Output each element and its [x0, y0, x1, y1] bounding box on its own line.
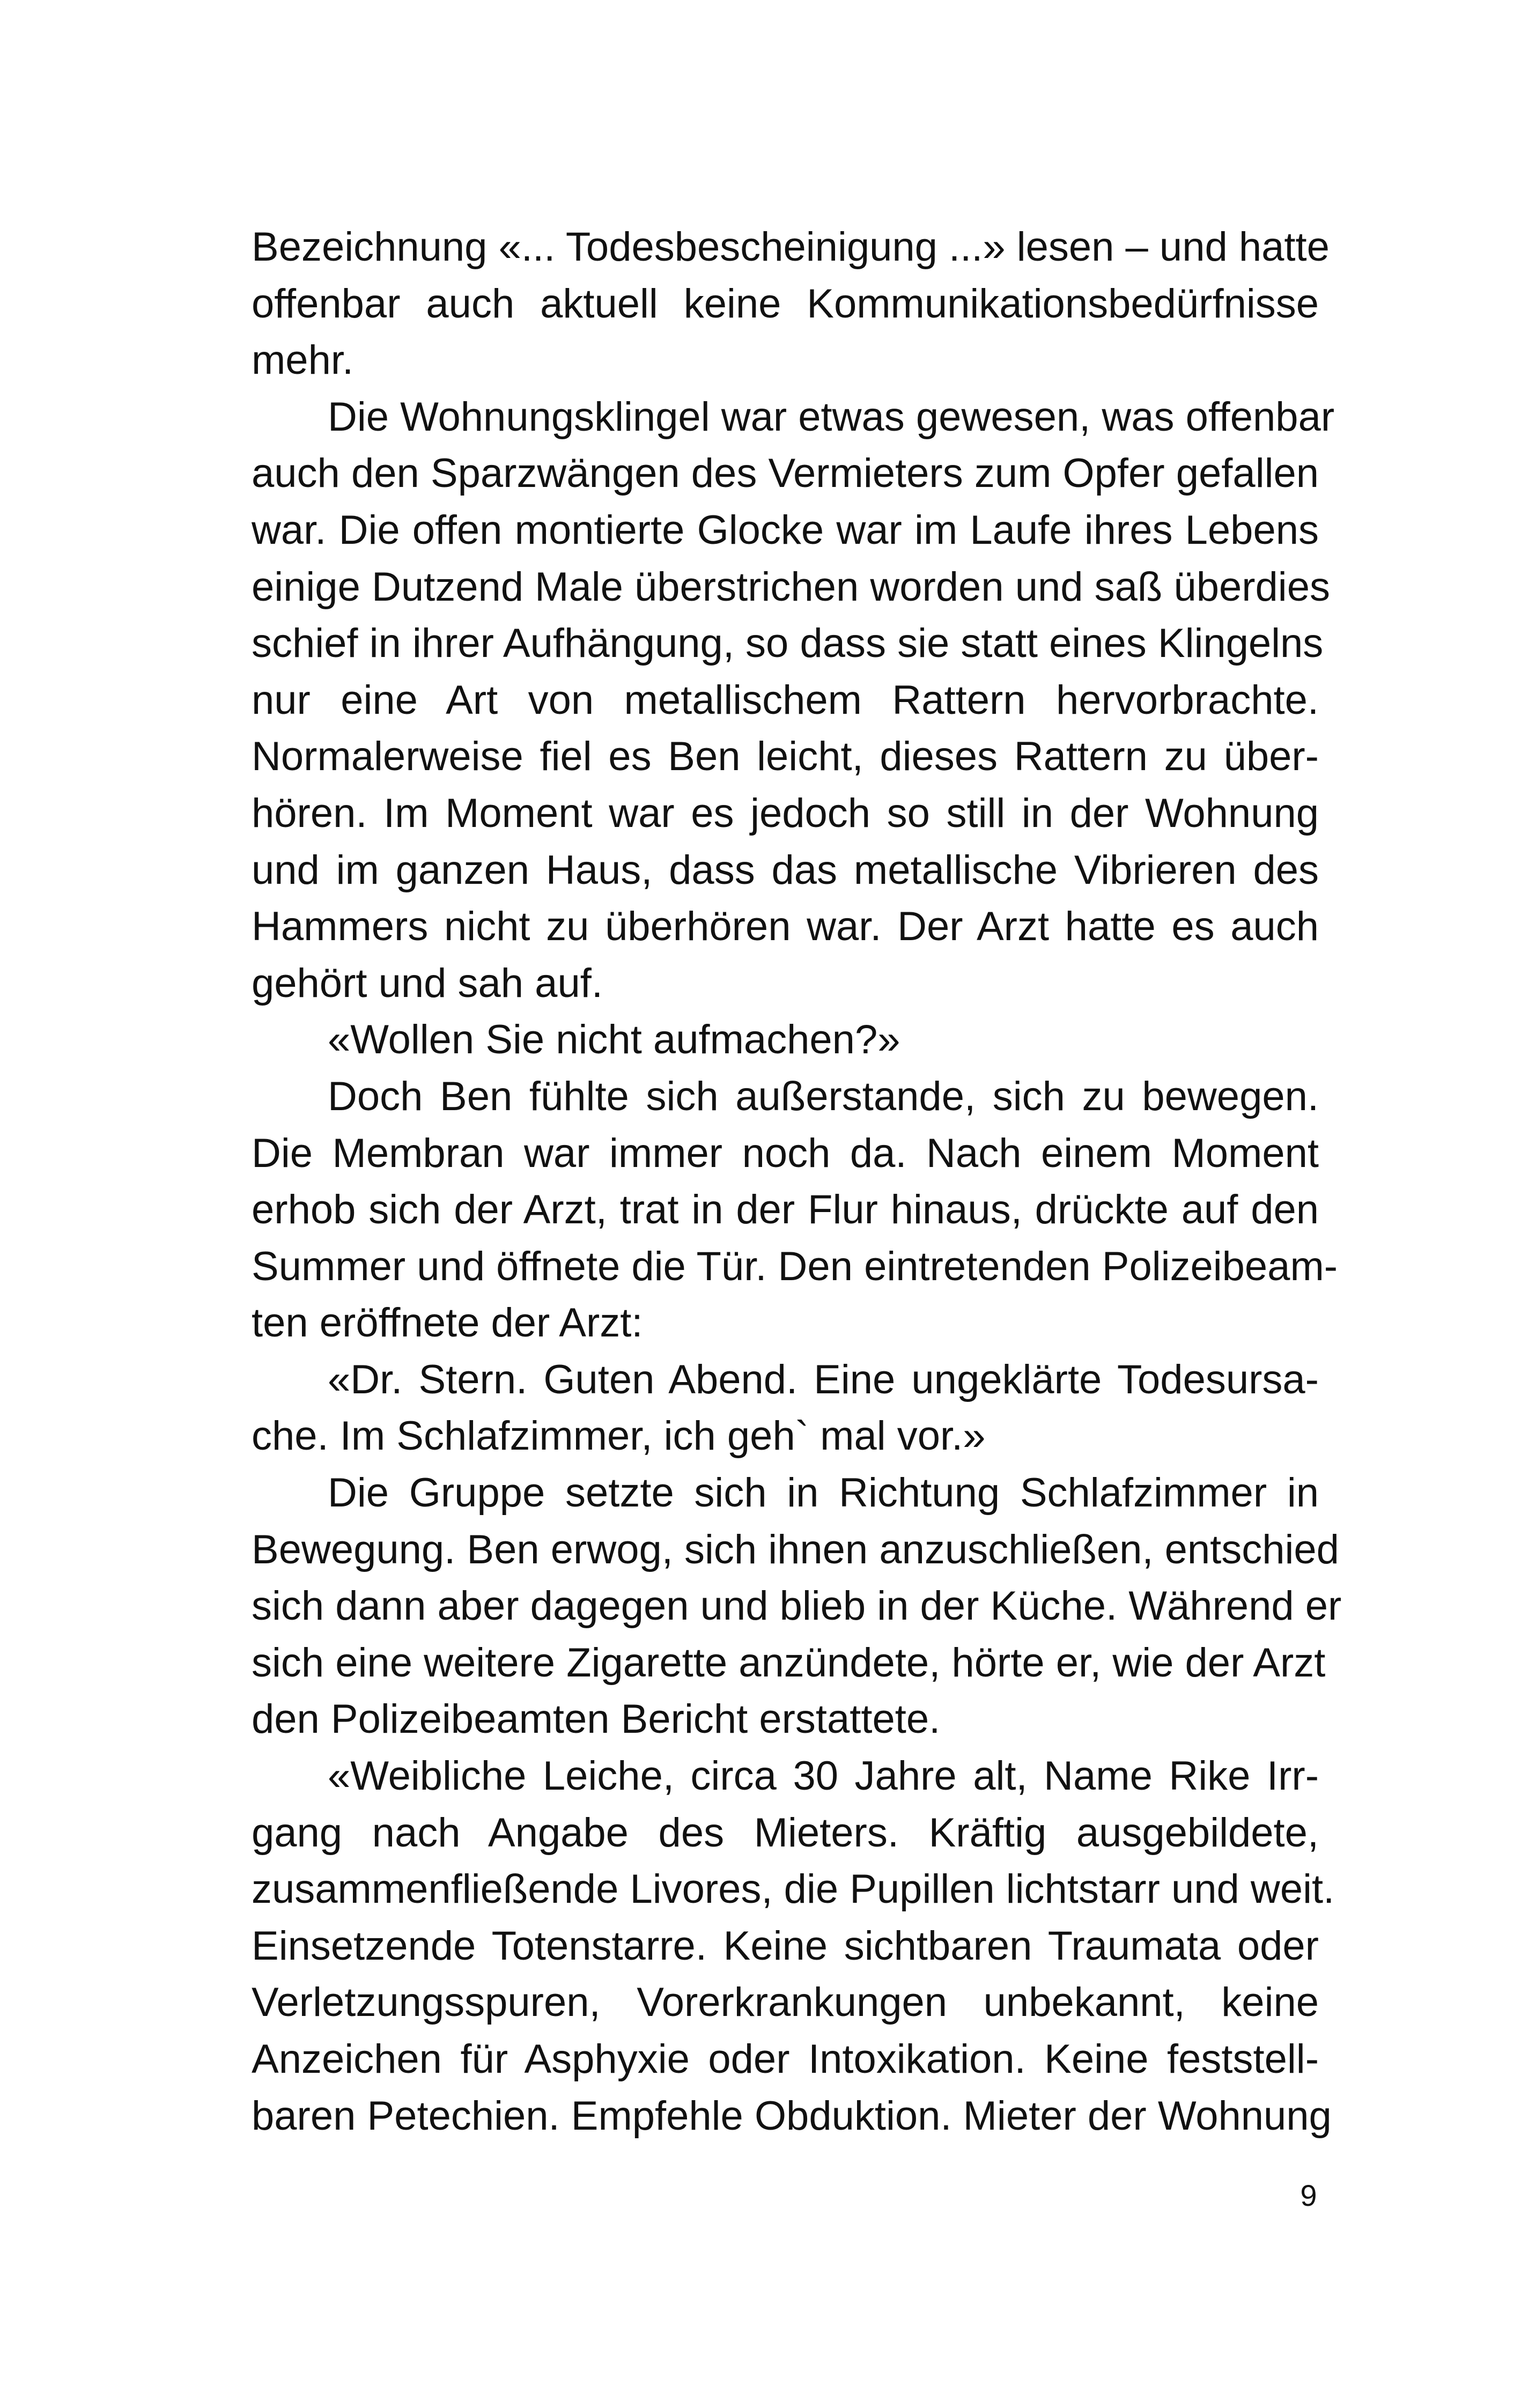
text-line: sich eine weitere Zigarette anzündete, hörte er, wie der Arzt: [252, 1639, 1326, 1686]
text-line: und im ganzen Haus, dass das metallische Vibrieren des: [252, 847, 1319, 893]
text-line: «Weibliche Leiche, circa 30 Jahre alt, Name Rike Irr-: [328, 1753, 1319, 1799]
text-line: Bewegung. Ben erwog, sich ihnen anzuschließen, entschied: [252, 1526, 1339, 1572]
text-line: offenbar auch aktuell keine Kommunikationsbedürfnisse: [252, 280, 1319, 327]
text-line: erhob sich der Arzt, trat in der Flur hinaus, drückte auf den: [252, 1187, 1319, 1233]
text-line: Einsetzende Totenstarre. Keine sichtbaren Traumata oder: [252, 1923, 1319, 1969]
text-line: ten eröffnete der Arzt:: [252, 1300, 643, 1346]
page-number: 9: [1300, 2178, 1317, 2212]
text-line: Anzeichen für Asphyxie oder Intoxikation. Keine feststell-: [252, 2036, 1319, 2082]
text-line: Die Gruppe setzte sich in Richtung Schlafzimmer in: [328, 1470, 1319, 1516]
text-line: Hammers nicht zu überhören war. Der Arzt hatte es auch: [252, 904, 1319, 950]
text-line: schief in ihrer Aufhängung, so dass sie statt eines Klingelns: [252, 621, 1324, 667]
text-line: war. Die offen montierte Glocke war im Laufe ihres Lebens: [252, 507, 1319, 553]
text-line: «Wollen Sie nicht aufmachen?»: [328, 1017, 900, 1063]
text-line: hören. Im Moment war es jedoch so still in der Wohnung: [252, 790, 1319, 836]
text-line: auch den Sparzwängen des Vermieters zum Opfer gefallen: [252, 450, 1319, 497]
text-line: den Polizeibeamten Bericht erstattete.: [252, 1696, 941, 1742]
text-line: gehört und sah auf.: [252, 960, 603, 1006]
text-line: Verletzungsspuren, Vorerkrankungen unbekannt, keine: [252, 1979, 1319, 2026]
body-text: [252, 219, 1342, 2144]
text-line: Summer und öffnete die Tür. Den eintretenden Polizeibeam-: [252, 1243, 1338, 1289]
text-line: einige Dutzend Male überstrichen worden und saß überdies: [252, 564, 1330, 610]
text-line: Die Wohnungsklingel war etwas gewesen, was offenbar: [328, 394, 1335, 440]
text-line: mehr.: [252, 337, 354, 383]
text-line: nur eine Art von metallischem Rattern hervorbrachte.: [252, 677, 1319, 723]
text-line: baren Petechien. Empfehle Obduktion. Mieter der Wohnung: [252, 2093, 1332, 2139]
text-line: zusammenfließende Livores, die Pupillen lichtstarr und weit.: [252, 1866, 1335, 1912]
text-line: Die Membran war immer noch da. Nach einem Moment: [252, 1130, 1319, 1176]
text-line: gang nach Angabe des Mieters. Kräftig ausgebildete,: [252, 1809, 1319, 1856]
text-line: che. Im Schlafzimmer, ich geh` mal vor.»: [252, 1413, 986, 1459]
text-line: «Dr. Stern. Guten Abend. Eine ungeklärte Todesursa-: [328, 1356, 1319, 1402]
text-line: Bezeichnung «... Todesbescheinigung ...» lesen – und hatte: [252, 224, 1330, 270]
text-line: Doch Ben fühlte sich außerstande, sich zu bewegen.: [328, 1073, 1319, 1119]
text-line: Normalerweise fiel es Ben leicht, dieses Rattern zu über-: [252, 734, 1319, 780]
text-line: sich dann aber dagegen und blieb in der Küche. Während er: [252, 1583, 1342, 1629]
